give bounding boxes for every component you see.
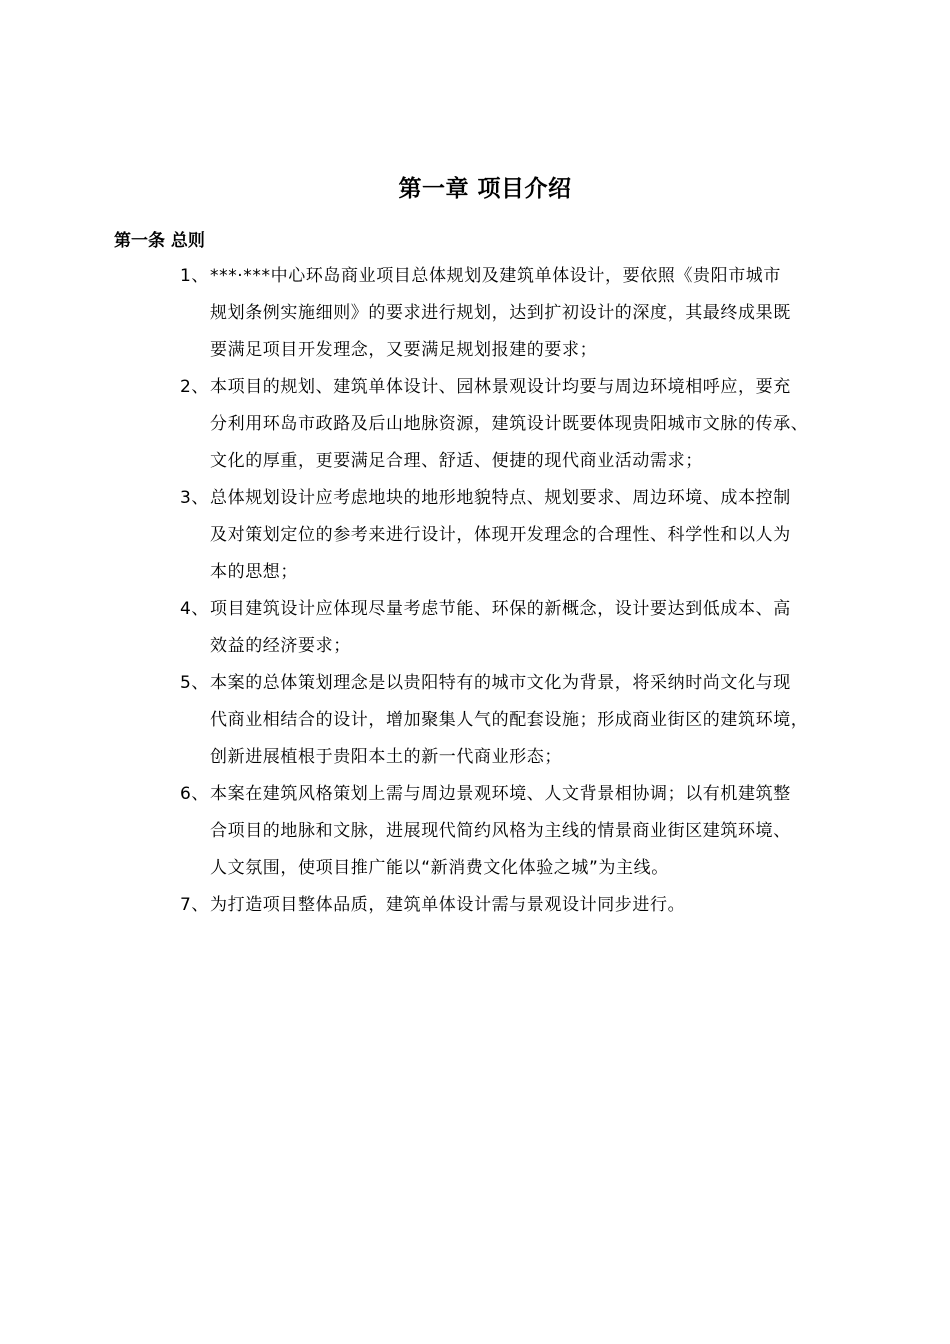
clause-line: 合项目的地脉和文脉，进展现代简约风格为主线的情景商业街区建筑环境、 xyxy=(210,821,791,841)
clause-number: 1、 xyxy=(180,266,210,286)
clause-number: 5、 xyxy=(180,673,210,693)
clause-5 xyxy=(180,665,880,776)
clause-line: 本案在建筑风格策划上需与周边景观环境、人文背景相协调；以有机建筑整 xyxy=(210,784,791,804)
clause-line: 为打造项目整体品质，建筑单体设计需与景观设计同步进行。 xyxy=(210,895,686,915)
clause-2 xyxy=(180,369,880,480)
clause-3 xyxy=(180,480,880,591)
clause-number: 4、 xyxy=(180,599,210,619)
clause-line: 本案的总体策划理念是以贵阳特有的城市文化为背景，将采纳时尚文化与现 xyxy=(210,673,791,693)
clause-number: 7、 xyxy=(180,895,210,915)
clause-line: 人文氛围，使项目推广能以“新消费文化体验之城”为主线。 xyxy=(210,858,669,878)
clause-line: 要满足项目开发理念，又要满足规划报建的要求； xyxy=(210,340,598,360)
clause-number: 6、 xyxy=(180,784,210,804)
clause-line: 规划条例实施细则》的要求进行规划，达到扩初设计的深度，其最终成果既 xyxy=(210,303,791,323)
clause-7 xyxy=(180,887,880,924)
clause-number: 3、 xyxy=(180,488,210,508)
section-heading: 第一条 总则 xyxy=(114,231,205,251)
clause-number: 2、 xyxy=(180,377,210,397)
chapter-title: 第一章 项目介绍 xyxy=(398,176,572,202)
clause-line: 项目建筑设计应体现尽量考虑节能、环保的新概念，设计要达到低成本、高 xyxy=(210,599,791,619)
clause-list xyxy=(180,258,880,924)
clause-line: 效益的经济要求； xyxy=(210,636,351,656)
clause-line: 代商业相结合的设计，增加聚集人气的配套设施；形成商业街区的建筑环境， xyxy=(210,710,809,730)
clause-1 xyxy=(180,258,880,369)
clause-line: 文化的厚重，更要满足合理、舒适、便捷的现代商业活动需求； xyxy=(210,451,703,471)
clause-6 xyxy=(180,776,880,887)
clause-4 xyxy=(180,591,880,665)
clause-line: 分利用环岛市政路及后山地脉资源，建筑设计既要体现贵阳城市文脉的传承、 xyxy=(210,414,809,434)
clause-line: 及对策划定位的参考来进行设计，体现开发理念的合理性、科学性和以人为 xyxy=(210,525,791,545)
clause-line: 本的思想； xyxy=(210,562,298,582)
clause-line: 总体规划设计应考虑地块的地形地貌特点、规划要求、周边环境、成本控制 xyxy=(210,488,791,508)
clause-line: ***·***中心环岛商业项目总体规划及建筑单体设计，要依照《贵阳市城市 xyxy=(210,266,782,286)
clause-line: 创新进展植根于贵阳本土的新一代商业形态； xyxy=(210,747,562,767)
clause-line: 本项目的规划、建筑单体设计、园林景观设计均要与周边环境相呼应，要充 xyxy=(210,377,791,397)
